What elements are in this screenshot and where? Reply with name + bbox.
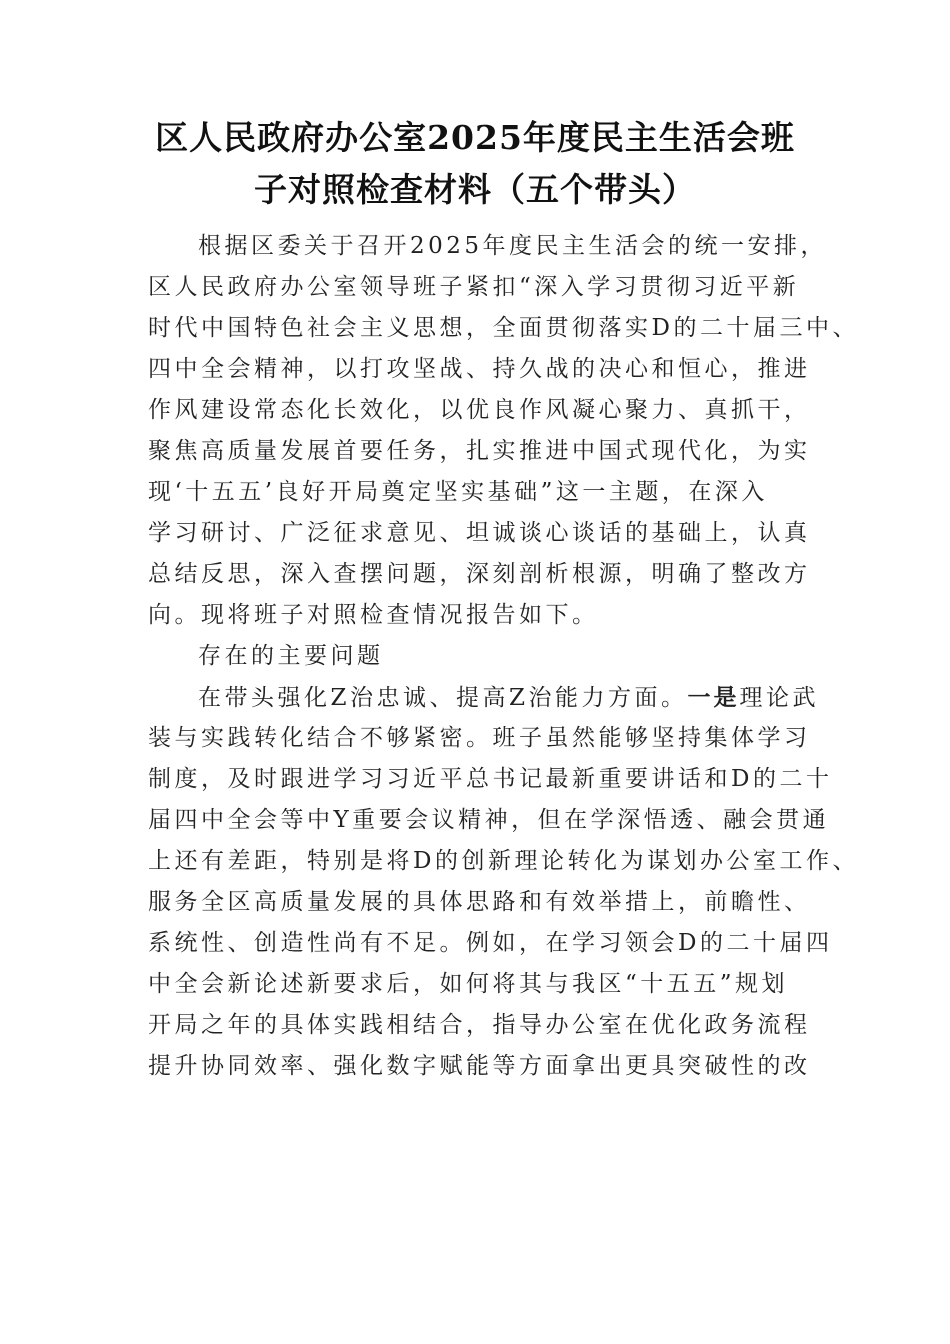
text-line: 开局之年的具体实践相结合，指导办公室在优化政务流程 xyxy=(148,1012,811,1038)
paragraph-first-rest: 理论武 xyxy=(739,685,819,711)
text-line: 现‘十五五’良好开局奠定坚实基础”这一主题，在深入 xyxy=(148,479,768,505)
text-line: 系统性、创造性尚有不足。例如，在学习领会D的二十届四 xyxy=(148,930,833,956)
text-line: 服务全区高质量发展的具体思路和有效举措上，前瞻性、 xyxy=(148,889,811,915)
text-line: 根据区委关于召开2025年度民主生活会的统一安排， xyxy=(198,233,828,259)
problem-paragraph xyxy=(148,677,859,1087)
paragraph-lead: 在带头强化Z治忠诚、提高Z治能力方面。 xyxy=(198,685,688,711)
text-line: 时代中国特色社会主义思想，全面贯彻落实D的二十届三中、 xyxy=(148,315,859,341)
text-line: 装与实践转化结合不够紧密。班子虽然能够坚持集体学习 xyxy=(148,725,811,751)
text-line: 四中全会精神，以打攻坚战、持久战的决心和恒心，推进 xyxy=(148,356,811,382)
text-line xyxy=(148,677,820,718)
text-line: 区人民政府办公室领导班子紧扣“深入学习贯彻习近平新 xyxy=(148,274,800,300)
text-line: 学习研讨、广泛征求意见、坦诚谈心谈话的基础上，认真 xyxy=(148,520,811,546)
text-line: 作风建设常态化长效化，以优良作风凝心聚力、真抓干， xyxy=(148,397,811,423)
title-line-2: 子对照检查材料（五个带头） xyxy=(254,170,696,209)
text-line: 聚焦高质量发展首要任务，扎实推进中国式现代化，为实 xyxy=(148,438,811,464)
text-line: 中全会新论述新要求后，如何将其与我区“十五五”规划 xyxy=(148,971,789,997)
text-line: 总结反思，深入查摆问题，深刻剖析根源，明确了整改方 xyxy=(148,561,811,587)
item-marker: 一是 xyxy=(687,684,740,711)
section-heading: 存在的主要问题 xyxy=(198,643,384,669)
text-line: 向。现将班子对照检查情况报告如下。 xyxy=(148,602,599,628)
text-line: 提升协同效率、强化数字赋能等方面拿出更具突破性的改 xyxy=(148,1053,811,1079)
title-line-1: 区人民政府办公室2025年度民主生活会班 xyxy=(155,118,795,157)
intro-paragraph xyxy=(148,226,859,636)
text-line: 制度，及时跟进学习习近平总书记最新重要讲话和D的二十 xyxy=(148,766,833,792)
text-line: 上还有差距，特别是将D的创新理论转化为谋划办公室工作、 xyxy=(148,848,859,874)
document-body xyxy=(148,226,859,1087)
document-title xyxy=(100,112,850,216)
text-line: 届四中全会等中Y重要会议精神，但在学深悟透、融会贯通 xyxy=(148,807,830,833)
